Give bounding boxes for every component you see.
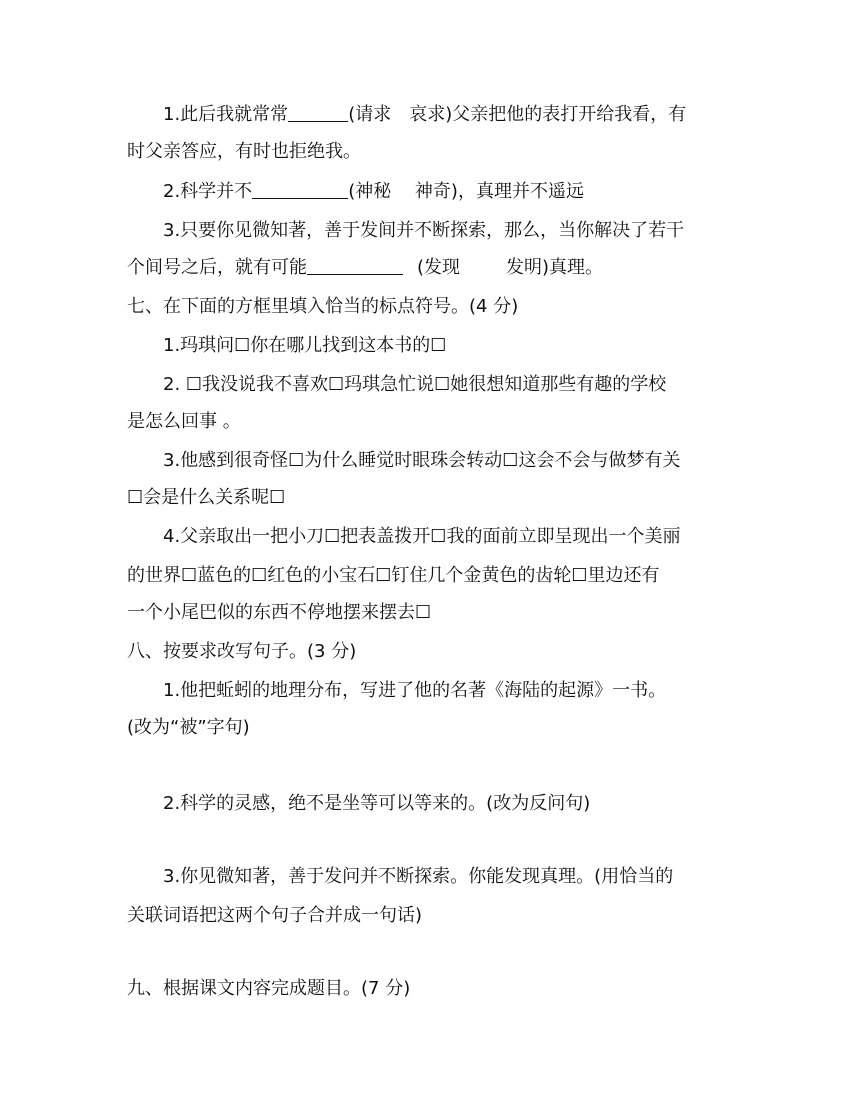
s6-q1-text-b: (请求 哀求)父亲把他的表打开给我看，有 <box>348 104 687 125</box>
s6-q3-blank[interactable] <box>307 256 403 275</box>
s7-q2-line2: 是怎么回事 。 <box>127 411 241 432</box>
s6-q2 <box>163 180 584 204</box>
s7-q3-line1: 3.他感到很奇怪☐为什么睡觉时眼珠会转动☐这会不会与做梦有关 <box>163 450 681 471</box>
s7-q4-line3: 一个小尾巴似的东西不停地摆来摆去☐ <box>127 602 432 623</box>
s6-q3-text-d: 发明)真理。 <box>506 257 604 278</box>
s8-q2: 2.科学的灵感，绝不是坐等可以等来的。(改为反问句) <box>163 793 591 814</box>
s6-q3-text-b: 个间号之后，就有可能 <box>127 257 307 278</box>
s7-q2-line1: 2. ☐我没说我不喜欢☐玛琪急忙说☐她很想知道那些有趣的学校 <box>163 374 667 395</box>
s7-q3-line2: ☐会是什么关系呢☐ <box>127 487 286 508</box>
s7-q1: 1.玛琪问☐你在哪儿找到这本书的☐ <box>163 335 447 356</box>
s6-q3-line2 <box>127 256 603 280</box>
section-7-heading: 七、在下面的方框里填入恰当的标点符号。(4 分) <box>127 296 519 317</box>
s8-q1-line1: 1.他把蚯蚓的地理分布，写进了他的名著《海陆的起源》一书。 <box>163 680 667 701</box>
s8-q3-line1: 3.你见微知著，善于发问并不断探索。你能发现真理。(用恰当的 <box>163 866 674 887</box>
s6-q2-text-b: (神秘 神奇)，真理并不遥远 <box>348 181 584 202</box>
s6-q1-line2: 时父亲答应，有时也拒绝我。 <box>127 141 361 162</box>
s8-q1-line2: (改为“被”字句) <box>127 717 250 738</box>
s7-q4-line2: 的世界☐蓝色的☐红色的小宝石☐钉住几个金黄色的齿轮☐里边还有 <box>127 565 660 586</box>
s6-q1-text-a: 1.此后我就常常 <box>163 104 289 125</box>
s6-q1-blank[interactable] <box>288 103 348 122</box>
s6-q2-blank[interactable] <box>252 180 348 199</box>
section-9-heading: 九、根据课文内容完成题目。(7 分) <box>127 978 411 999</box>
s8-q3-line2: 关联词语把这两个句子合并成一句话) <box>127 905 423 926</box>
s6-q1-line1 <box>163 103 686 127</box>
s6-q3-line1: 3.只要你见微知著，善于发间并不断探索，那么，当你解决了若干 <box>163 220 685 241</box>
s7-q4-line1: 4.父亲取出一把小刀☐把表盖拨开☐我的面前立即呈现出一个美丽 <box>163 526 681 547</box>
s6-q3-text-c: (发现 <box>417 257 461 278</box>
s6-q2-text-a: 2.科学并不 <box>163 181 253 202</box>
section-8-heading: 八、按要求改写句子。(3 分) <box>127 641 357 662</box>
